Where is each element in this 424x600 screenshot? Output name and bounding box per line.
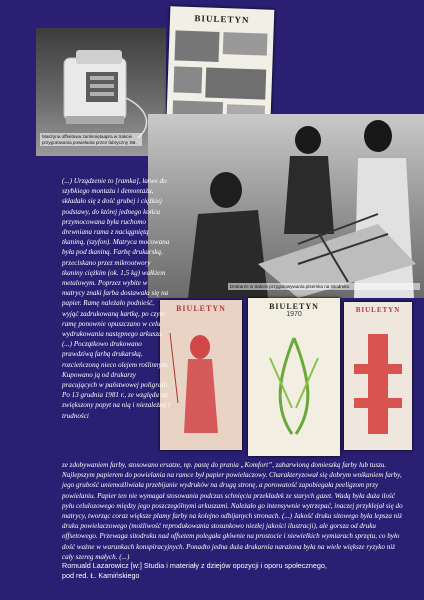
source-line-2: pod red. Ł. Kamińskiego <box>62 570 140 580</box>
workshop-illustration <box>148 114 424 298</box>
cover-2-year: 1970 <box>286 311 302 318</box>
body-text-left: (...) Urządzenie to [ramka], łatwe do szybkiego montażu i demontażu, składało się z dość grubej i ciężkiej podstawy, do której jednego końca przymocowana była ruchomo drewniana rama z naciągniętą tkaniną, (szyfon). Matryca mocowana była pod tkaniną. Farbę drukarską, przeciskano przez mikrootwory tkaniny ciężkim (ok. 1,5 kg) wałkiem metalowym. Poprzez wybite w matrycy znaki farba dostawała się na papier. Ramę należało podnieść, wyjąć zadrukowaną kartkę, po czym ramę ponownie opuszczano w celu wydrukowania następnego arkusza. (...) Początkowo drukowano prawdziwą farbą drukarską, rozcieńczoną nieco olejem roślinnym. Kupowano ją od drukarzy pracujących w państwowej poligrafii. Po 13 grudnia 1981 r., ze względu na zwiększony popyt na nią i niezależną i trudności <box>62 177 170 420</box>
machine-photo <box>36 28 166 156</box>
machine-caption: Maszyna offsetowa zamkniętaapra w trakcie przygotowania powielania przez fabryczny SB. <box>40 133 142 146</box>
cover-1-figure <box>160 313 242 443</box>
workshop-photo <box>148 114 424 298</box>
source-line-1: Romuald Lazarowicz [w:] Studia i materiały z dziejów opozycji i oporu społecznego, <box>62 561 327 570</box>
cover-3 <box>344 302 412 450</box>
cover-2-masthead: BIULETYN <box>269 302 319 311</box>
cover-2-figure <box>248 318 340 448</box>
source-footer <box>62 561 402 580</box>
cover-1 <box>160 300 242 450</box>
cover-1-masthead: BIULETYN <box>176 304 226 313</box>
workshop-caption: Drukarze w trakcie przygotowywania pisemka na sitodruku <box>228 283 420 290</box>
body-text-wide: ze zdobywaniem farby, stosowano ersatze, np. pastę do prania „Komfort”, zabarwioną domieszką farby lub tuszu. Najlepszym papierem do powielania na ramce był papier powielaczowy. Charakteryzował się dobrym wnikaniem farby, jego grubość uniemożliwiała przebijanie wydruków na drugą stronę, a porowatość zapobiegała peeligzom przy powielaniu. Papier ten nie wymagał stosowania podczas schnięcia przekładek ze starych gazet. Wadą była duża ilość pyłu celulozowego między jego poszczególnymi arkuszami. Należało go intensywnie wytrzepać, inaczej przyklejał się do matrycy, tworząc coraz większe plamy farby na kolejno odbijanych stronach. (...) Jakość druku sitowego była lepsza niż druku powielaczowego (możliwość reprodukowania stosunkowo niezłej jakości ilustracji), ale gorsza od druku offsetowego. Przewaga sitodruku nad offsetem polegała głównie na prostocie i niewielkich wymiarach sprzętu, co było dość ważne w warunkach konspiracyjnych. Ponadto jedna duża drukarnia narażona była na wiele większe ryzyko niż cały szereg małych. (...) <box>62 461 403 561</box>
cover-3-figure <box>344 314 412 444</box>
cover-2 <box>248 298 340 456</box>
newsletter-masthead: BIULETYN <box>194 13 250 25</box>
cover-3-masthead: BIULETYN <box>355 306 401 314</box>
